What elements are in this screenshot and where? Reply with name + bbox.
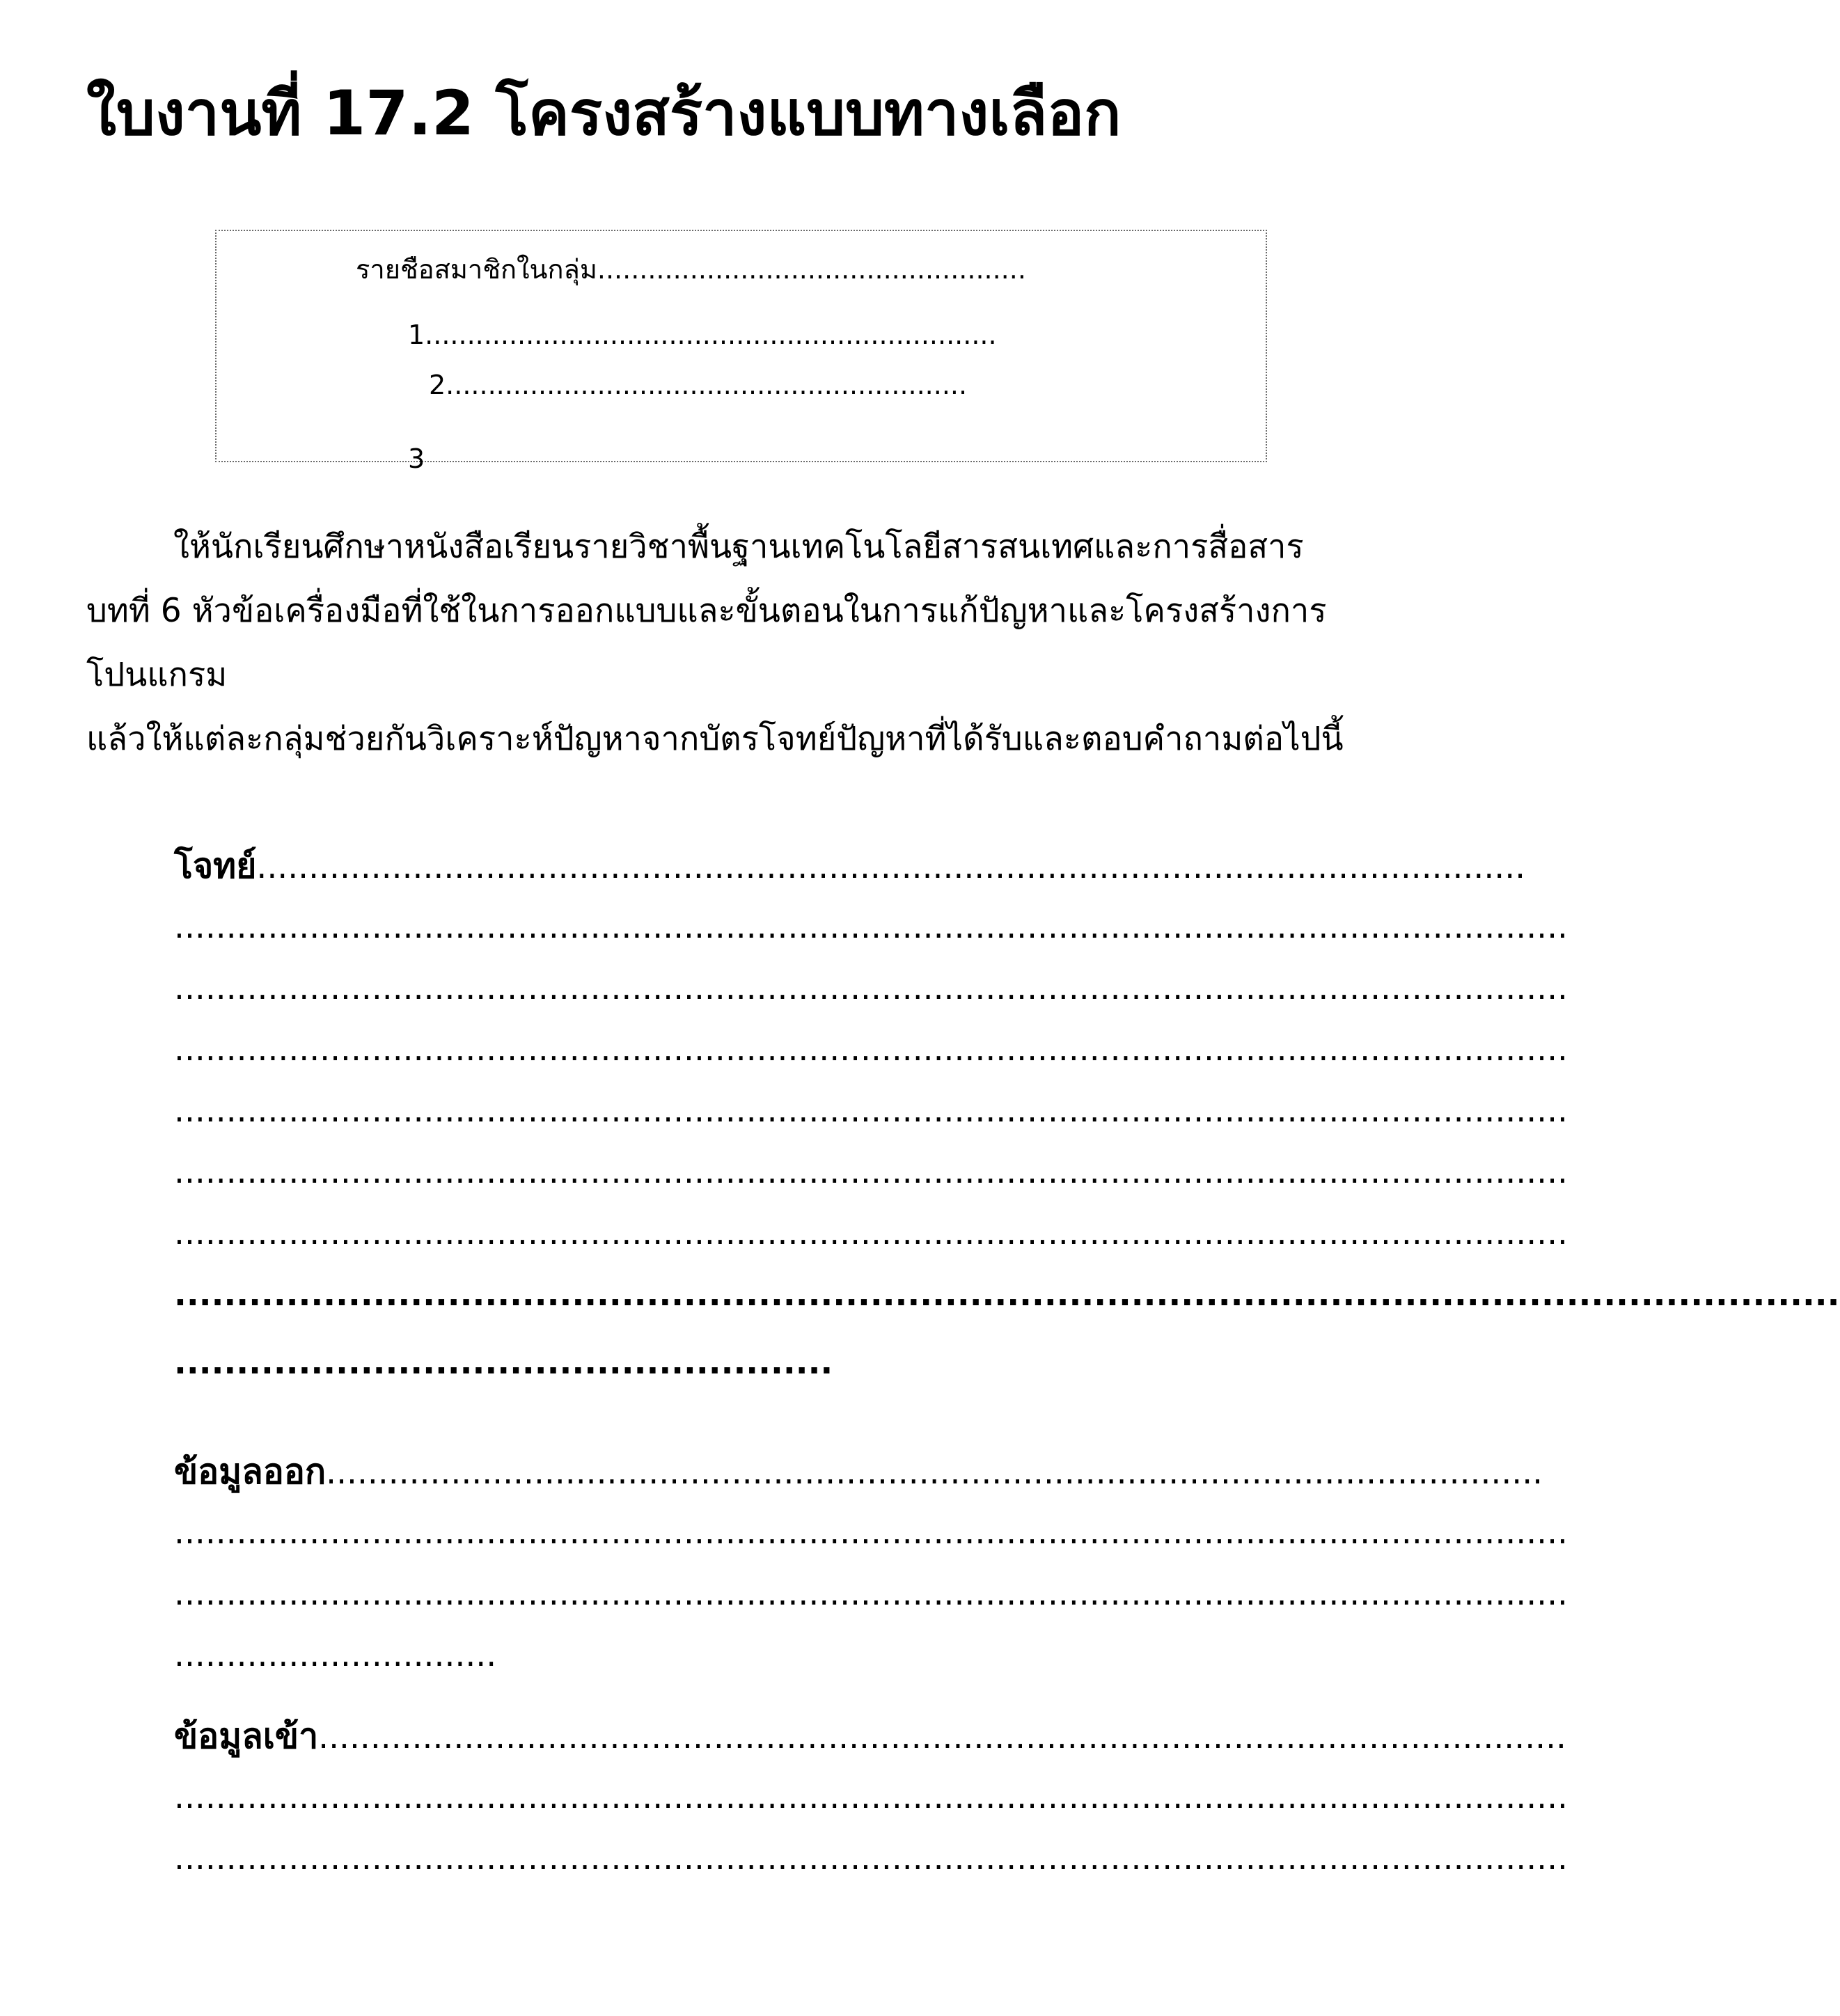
member-line-2: 2..............................................................: [429, 370, 968, 400]
instructions: [86, 515, 1346, 771]
instruction-paragraph-2: แล้วให้แต่ละกลุ่มช่วยกันวิเคราะห์ปัญหาจากบัตรโจทย์ปัญหาที่ได้รับและตอบคำถามต่อไปนี้: [86, 720, 1344, 758]
input-answer-line[interactable]: ........................................................................................................................: [318, 1718, 1566, 1756]
output-section: [174, 1441, 1568, 1686]
output-row: [174, 1441, 1543, 1502]
member-line-1: 1....................................................................: [408, 320, 997, 350]
problem-answer-line[interactable]: ..........................................................................................................................: [256, 848, 1526, 886]
output-answer-line-last[interactable]: ...............................: [174, 1636, 497, 1674]
problem-answer-line[interactable]: ......................................................................................................................................: [174, 908, 1568, 946]
member-line-3: 3: [408, 443, 425, 474]
output-label: ข้อมูลออก: [174, 1451, 327, 1492]
worksheet-title: ใบงานที่ 17.2 โครงสร้างแบบทางเลือก: [86, 77, 1122, 149]
problem-row: [174, 835, 1526, 897]
input-section: [174, 1706, 1568, 1889]
problem-section: [174, 835, 1840, 1394]
input-label: ข้อมูลเข้า: [174, 1716, 319, 1756]
group-members-header: รายชือสมาชิกในกลุ่ม...................................................: [356, 254, 1026, 285]
group-members-box: [215, 230, 1267, 474]
problem-answer-line[interactable]: ......................................................................................................................................: [174, 1275, 1840, 1314]
instruction-paragraph-1: ให้นักเรียนศึกษาหนังสือเรียนรายวิชาพื้นฐานเทคโนโลยีสารสนเทศและการสื่อสาร บทที่ 6 หัวข้อเครื่องมือที่ใช้ในการออกแบบและขั้นตอนในการแก้ปัญหาและโครงสร้างการโปนแกรม: [86, 528, 1327, 694]
output-answer-line[interactable]: ......................................................................................................................................: [174, 1513, 1568, 1552]
problem-answer-line[interactable]: ......................................................................................................................................: [174, 1153, 1568, 1191]
output-answer-line[interactable]: .....................................................................................................................: [326, 1454, 1543, 1492]
input-answer-line[interactable]: ......................................................................................................................................: [174, 1778, 1568, 1816]
problem-answer-line[interactable]: ......................................................................................................................................: [174, 1092, 1568, 1130]
input-row: [174, 1706, 1566, 1767]
problem-answer-line[interactable]: ......................................................................................................................................: [174, 1030, 1568, 1069]
input-answer-line[interactable]: ......................................................................................................................................: [174, 1839, 1568, 1877]
problem-answer-line[interactable]: ......................................................................................................................................: [174, 1214, 1568, 1252]
problem-answer-line[interactable]: ......................................................................................................................................: [174, 969, 1568, 1007]
problem-label: โจทย์: [174, 846, 257, 886]
output-answer-line[interactable]: ......................................................................................................................................: [174, 1575, 1568, 1613]
problem-answer-line-last[interactable]: .....................................................: [174, 1344, 833, 1382]
